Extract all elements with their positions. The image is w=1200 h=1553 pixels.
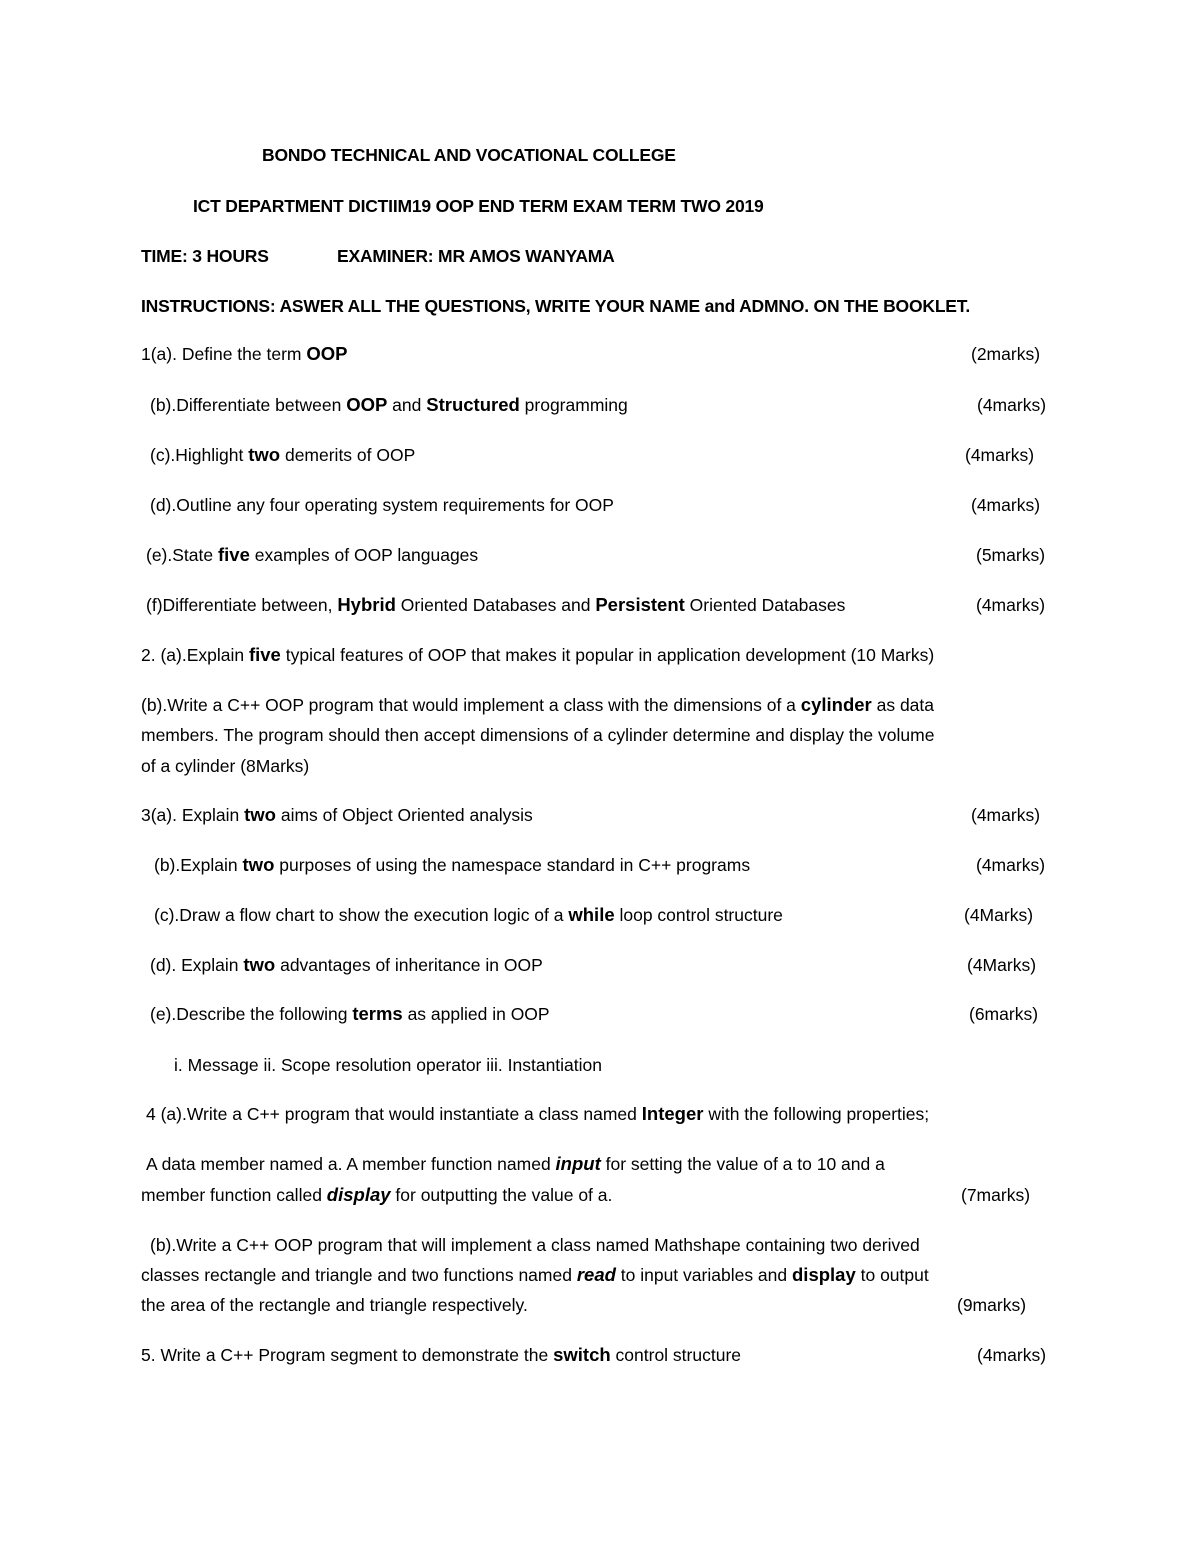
question-3e-terms: i. Message ii. Scope resolution operator iii. Instantiation: [174, 1055, 603, 1075]
question-1b: [150, 394, 628, 416]
marks-1e: (5marks): [976, 545, 1046, 565]
q-text: loop control structure: [614, 905, 783, 925]
marks-3c: (4Marks): [964, 905, 1034, 925]
q-emphasis: while: [568, 904, 615, 925]
q-emphasis: five: [248, 644, 281, 665]
q-emphasis: input: [555, 1153, 601, 1174]
question-3e: [150, 1003, 550, 1025]
q-text: 2. (a).Explain: [141, 645, 249, 665]
question-3b: [154, 854, 750, 876]
q-text: examples of OOP languages: [249, 545, 479, 565]
q-emphasis: five: [217, 544, 250, 565]
question-2b-line3: of a cylinder (8Marks): [141, 756, 310, 776]
question-4b-line1: (b).Write a C++ OOP program that will implement a class named Mathshape containing two derived: [150, 1235, 920, 1255]
q-emphasis: cylinder: [800, 694, 872, 715]
q-emphasis: OOP: [346, 394, 388, 415]
marks-1c: (4marks): [965, 445, 1035, 465]
q-emphasis: switch: [553, 1344, 611, 1365]
q-emphasis: OOP: [306, 343, 348, 364]
q-text: Oriented Databases: [684, 595, 846, 615]
examiner: EXAMINER: MR AMOS WANYAMA: [337, 246, 615, 266]
q-emphasis: terms: [352, 1003, 403, 1024]
question-1a: [141, 343, 347, 365]
q-emphasis: Integer: [641, 1103, 704, 1124]
marks-4b: (9marks): [957, 1295, 1027, 1315]
q-emphasis: two: [242, 854, 275, 875]
q-emphasis: two: [244, 804, 276, 825]
marks-1f: (4marks): [976, 595, 1046, 615]
q-text: to input variables and: [615, 1265, 792, 1285]
question-1d: [150, 494, 614, 516]
question-4a: [146, 1103, 929, 1125]
marks-3b: (4marks): [976, 855, 1046, 875]
q-text: (f)Differentiate between,: [146, 595, 338, 615]
question-4b-line3: the area of the rectangle and triangle respectively.: [141, 1295, 528, 1315]
q-text: aims of Object Oriented analysis: [275, 805, 533, 825]
q-text: 4 (a).Write a C++ program that would instantiate a class named: [146, 1104, 642, 1124]
q-emphasis: two: [243, 954, 276, 975]
q-text: programming: [519, 395, 628, 415]
q-text: (c).Highlight: [150, 445, 249, 465]
college-title: BONDO TECHNICAL AND VOCATIONAL COLLEGE: [262, 145, 676, 165]
question-5: [141, 1344, 741, 1366]
q-text: (c).Draw a flow chart to show the execution logic of a: [154, 905, 569, 925]
marks-1a: (2marks): [971, 344, 1041, 364]
q-text: with the following properties;: [703, 1104, 930, 1124]
marks-3e: (6marks): [969, 1004, 1039, 1024]
q-emphasis: Structured: [426, 394, 520, 415]
q-text: and: [387, 395, 427, 415]
q-emphasis: read: [576, 1264, 616, 1285]
question-4a-line2: [146, 1153, 885, 1175]
q-text: as data: [871, 695, 935, 715]
exam-time: TIME: 3 HOURS: [141, 246, 269, 266]
q-text: Oriented Databases and: [395, 595, 596, 615]
q-text: typical features of OOP that makes it popular in application development (10 Marks): [280, 645, 935, 665]
marks-4a: (7marks): [961, 1185, 1031, 1205]
question-4b-line2: [141, 1264, 929, 1286]
q-emphasis: display: [792, 1264, 856, 1285]
question-1c: [150, 444, 415, 466]
q-text: for outputting the value of a.: [390, 1185, 613, 1205]
q-text: 5. Write a C++ Program segment to demonstrate the: [141, 1345, 554, 1365]
q-emphasis: Persistent: [595, 594, 685, 615]
question-3d: [150, 954, 543, 976]
instructions: INSTRUCTIONS: ASWER ALL THE QUESTIONS, WRITE YOUR NAME and ADMNO. ON THE BOOKLET.: [141, 296, 970, 316]
q-text: (b).Write a C++ OOP program that would implement a class with the dimensions of a: [141, 695, 801, 715]
q-text: 3(a). Explain: [141, 805, 245, 825]
q-text: A data member named a. A member function named: [146, 1154, 556, 1174]
question-2a: [141, 644, 934, 666]
q-text: to output: [855, 1265, 929, 1285]
marks-1d: (4marks): [971, 495, 1041, 515]
q-text: as applied in OOP: [402, 1004, 550, 1024]
q-text: (d). Explain: [150, 955, 244, 975]
marks-1b: (4marks): [977, 395, 1047, 415]
question-3a: [141, 804, 533, 826]
q-text: (d).Outline any four operating system requirements for OOP: [150, 495, 614, 515]
exam-title: ICT DEPARTMENT DICTIIM19 OOP END TERM EXAM TERM TWO 2019: [193, 196, 764, 216]
q-text: (b).Differentiate between: [150, 395, 347, 415]
question-1f: [146, 594, 845, 616]
q-text: (e).State: [146, 545, 218, 565]
marks-3d: (4Marks): [967, 955, 1037, 975]
question-1e: [146, 544, 478, 566]
marks-5: (4marks): [977, 1345, 1047, 1365]
q-text: 1(a). Define the term: [141, 344, 307, 364]
question-2b-line1: [141, 694, 934, 716]
q-emphasis: Hybrid: [337, 594, 396, 615]
q-text: classes rectangle and triangle and two functions named: [141, 1265, 577, 1285]
q-text: (b).Explain: [154, 855, 243, 875]
q-emphasis: two: [248, 444, 281, 465]
q-emphasis: display: [326, 1184, 391, 1205]
q-text: member function called: [141, 1185, 327, 1205]
question-4a-line3: [141, 1184, 612, 1206]
question-2b-line2: members. The program should then accept dimensions of a cylinder determine and display the volume: [141, 725, 935, 745]
q-text: for setting the value of a to 10 and a: [600, 1154, 885, 1174]
marks-3a: (4marks): [971, 805, 1041, 825]
question-3c: [154, 904, 783, 926]
q-text: advantages of inheritance in OOP: [275, 955, 543, 975]
q-text: demerits of OOP: [280, 445, 416, 465]
q-text: (e).Describe the following: [150, 1004, 353, 1024]
q-text: control structure: [610, 1345, 742, 1365]
q-text: purposes of using the namespace standard in C++ programs: [274, 855, 751, 875]
